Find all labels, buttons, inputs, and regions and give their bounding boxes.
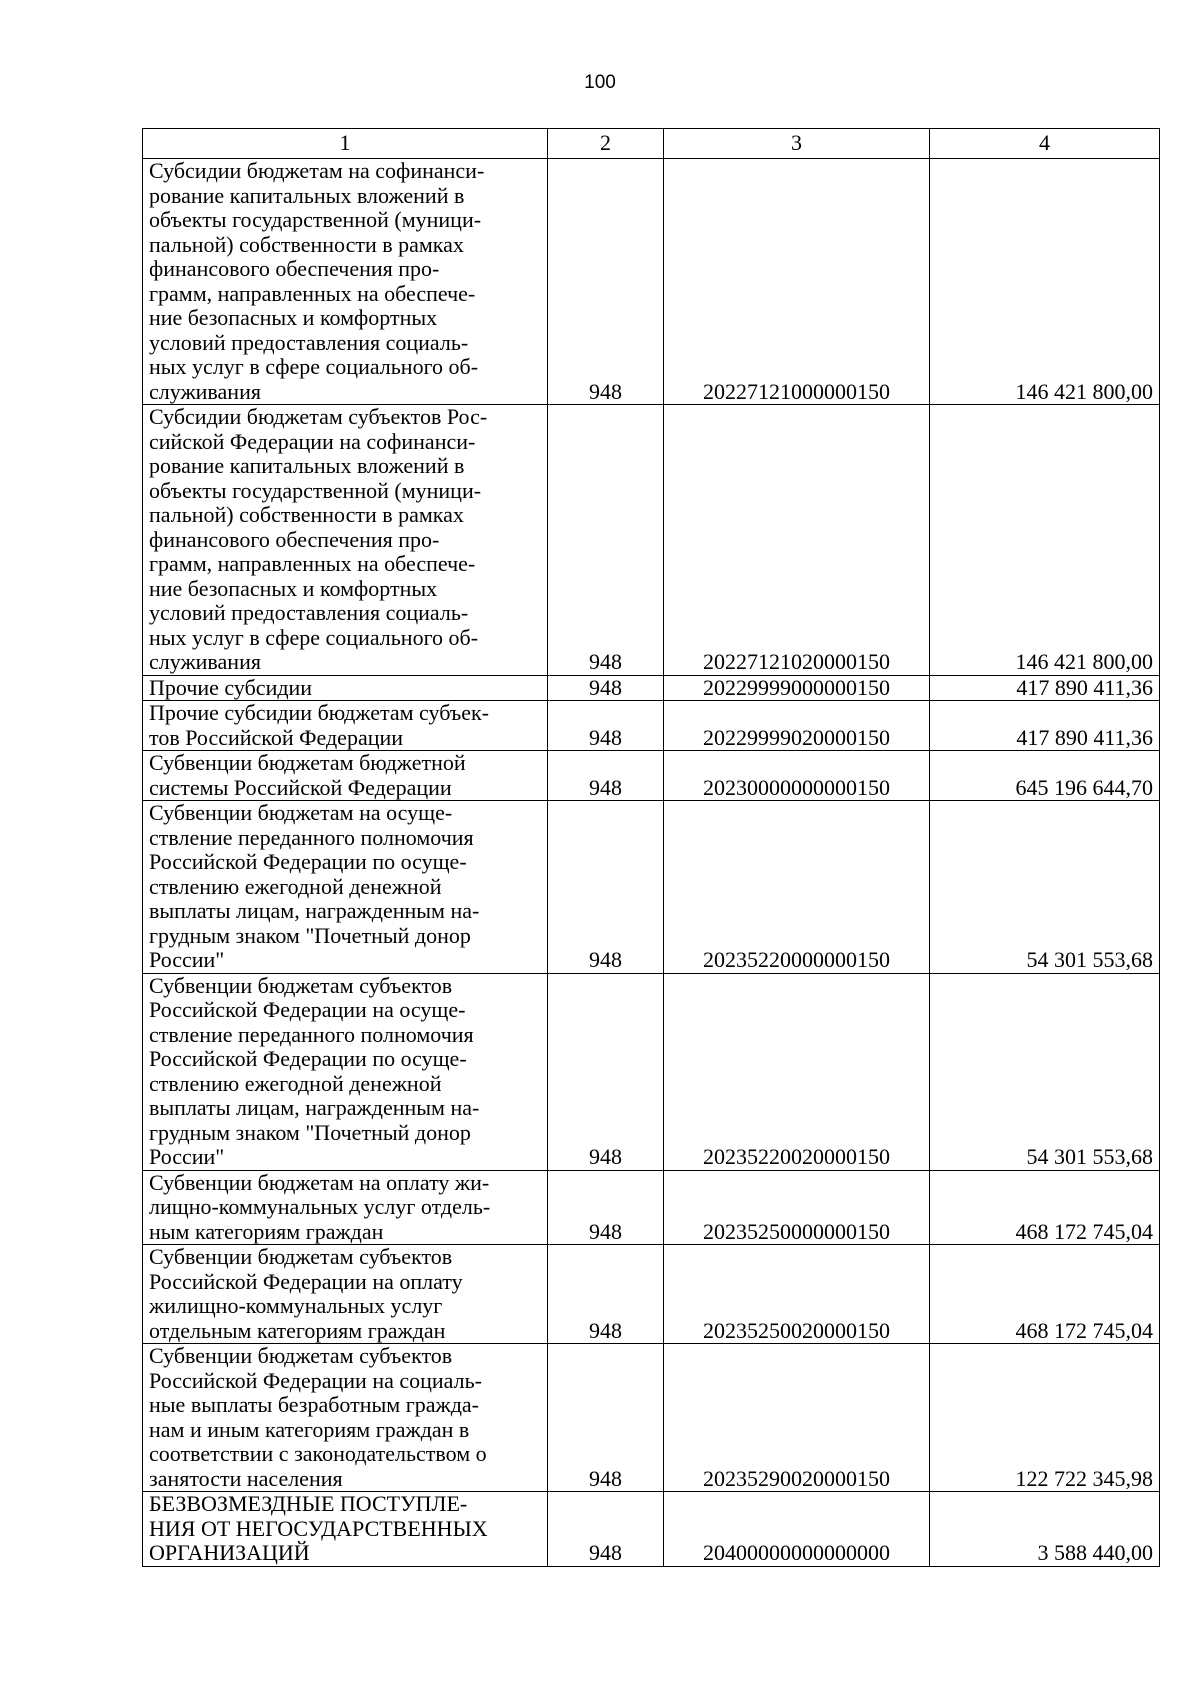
row-name-cell: Субвенции бюджетам субъектов Российской Федерации на осуще- ствление переданного полномочия Российской Федерации по осуще- ствлению ежегодной денежной выплаты лицам, награжденным на- грудным знаком "Почетный донор России" (143, 973, 548, 1170)
table-row (143, 1492, 1160, 1567)
row-name-cell: Субвенции бюджетам на осуще- ствление переданного полномочия Российской Федерации по осуще- ствлению ежегодной денежной выплаты лицам, награжденным на- грудным знаком "Почетный донор России" (143, 801, 548, 974)
row-admin-code-cell: 948 (548, 1492, 664, 1567)
row-name-cell: Субсидии бюджетам на софинанси- рование капитальных вложений в объекты государственной (муници- пальной) собственности в рамках финансового обеспечения про- грамм, направленных на обеспече- ние безопасных и комфортных условий предоставления социаль- ных услуг в сфере социального об- служивания (143, 159, 548, 405)
header-col-4: 4 (930, 129, 1160, 159)
table-row (143, 701, 1160, 751)
row-admin-code-cell: 948 (548, 701, 664, 751)
row-amount-cell: 417 890 411,36 (930, 675, 1160, 701)
row-budget-code-cell: 20235250020000150 (664, 1245, 930, 1344)
header-col-1: 1 (143, 129, 548, 159)
row-budget-code-cell: 20229999000000150 (664, 675, 930, 701)
row-admin-code-cell: 948 (548, 405, 664, 676)
table-row (143, 973, 1160, 1170)
row-name-cell: Субвенции бюджетам на оплату жи- лищно-коммунальных услуг отдель- ным категориям граждан (143, 1170, 548, 1245)
budget-table (142, 128, 1160, 1567)
row-amount-cell: 3 588 440,00 (930, 1492, 1160, 1567)
row-admin-code-cell: 948 (548, 973, 664, 1170)
page-number: 100 (584, 72, 616, 93)
table-row (143, 1170, 1160, 1245)
row-amount-cell: 468 172 745,04 (930, 1170, 1160, 1245)
row-budget-code-cell: 20400000000000000 (664, 1492, 930, 1567)
row-budget-code-cell: 20235290020000150 (664, 1344, 930, 1492)
row-admin-code-cell: 948 (548, 1170, 664, 1245)
row-admin-code-cell: 948 (548, 801, 664, 974)
row-name-cell: Прочие субсидии бюджетам субъек- тов Российской Федерации (143, 701, 548, 751)
row-budget-code-cell: 20230000000000150 (664, 751, 930, 801)
table-row (143, 159, 1160, 405)
row-amount-cell: 54 301 553,68 (930, 801, 1160, 974)
table-row (143, 675, 1160, 701)
row-name-cell: Субсидии бюджетам субъектов Рос- сийской Федерации на софинанси- рование капитальных вложений в объекты государственной (муници- пальной) собственности в рамках финансового обеспечения про- грамм, направленных на обеспече- ние безопасных и комфортных условий предоставления социаль- ных услуг в сфере социального об- служивания (143, 405, 548, 676)
row-admin-code-cell: 948 (548, 1245, 664, 1344)
row-admin-code-cell: 948 (548, 159, 664, 405)
row-admin-code-cell: 948 (548, 675, 664, 701)
header-col-3: 3 (664, 129, 930, 159)
row-budget-code-cell: 20227121020000150 (664, 405, 930, 676)
row-name-cell: Субвенции бюджетам бюджетной системы Российской Федерации (143, 751, 548, 801)
header-row (143, 129, 1160, 159)
table-row (143, 1344, 1160, 1492)
row-budget-code-cell: 20229999020000150 (664, 701, 930, 751)
table-row (143, 751, 1160, 801)
row-name-cell: БЕЗВОЗМЕЗДНЫЕ ПОСТУПЛЕ- НИЯ ОТ НЕГОСУДАРСТВЕННЫХ ОРГАНИЗАЦИЙ (143, 1492, 548, 1567)
row-amount-cell: 54 301 553,68 (930, 973, 1160, 1170)
table-body (143, 159, 1160, 1567)
row-name-cell: Субвенции бюджетам субъектов Российской Федерации на социаль- ные выплаты безработным гражда- нам и иным категориям граждан в соответствии с законодательством о занятости населения (143, 1344, 548, 1492)
row-amount-cell: 146 421 800,00 (930, 405, 1160, 676)
row-amount-cell: 122 722 345,98 (930, 1344, 1160, 1492)
row-amount-cell: 468 172 745,04 (930, 1245, 1160, 1344)
row-admin-code-cell: 948 (548, 1344, 664, 1492)
row-budget-code-cell: 20235220020000150 (664, 973, 930, 1170)
row-name-cell: Субвенции бюджетам субъектов Российской Федерации на оплату жилищно-коммунальных услуг отдельным категориям граждан (143, 1245, 548, 1344)
row-admin-code-cell: 948 (548, 751, 664, 801)
row-amount-cell: 645 196 644,70 (930, 751, 1160, 801)
header-col-2: 2 (548, 129, 664, 159)
table-row (143, 1245, 1160, 1344)
table-row (143, 801, 1160, 974)
row-budget-code-cell: 20235220000000150 (664, 801, 930, 974)
row-budget-code-cell: 20227121000000150 (664, 159, 930, 405)
row-amount-cell: 417 890 411,36 (930, 701, 1160, 751)
row-name-cell: Прочие субсидии (143, 675, 548, 701)
table-header (143, 129, 1160, 159)
table-row (143, 405, 1160, 676)
row-amount-cell: 146 421 800,00 (930, 159, 1160, 405)
row-budget-code-cell: 20235250000000150 (664, 1170, 930, 1245)
